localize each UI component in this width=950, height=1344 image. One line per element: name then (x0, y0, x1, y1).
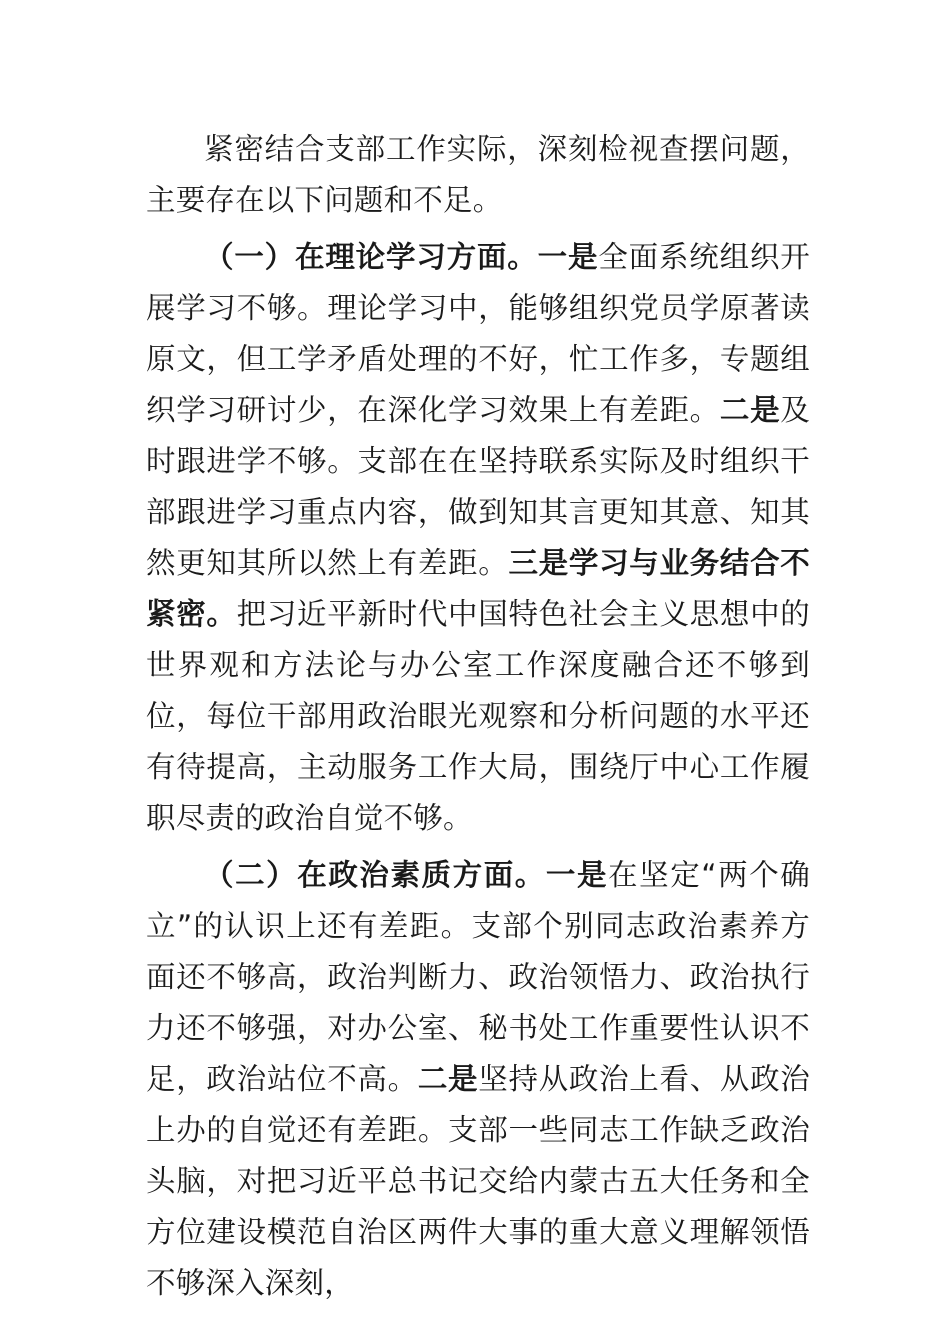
point-marker: 一是 (537, 240, 599, 274)
text-run: 把习近平新时代中国特色社会主义思想中的世界观和方法论与办公室工作深度融合还不够到位，每位干部用政治眼光观察和分析问题的水平还有待提高，主动服务工作大局，围绕厅中心工作履职尽责的政治自觉不够。 (146, 597, 810, 835)
text-run: 紧密结合支部工作实际，深刻检视查摆问题，主要存在以下问题和不足。 (146, 132, 810, 217)
paragraph-theory-study (146, 232, 810, 844)
section-heading: （二）在政治素质方面。 (204, 858, 546, 892)
paragraph-political-quality (146, 850, 810, 1309)
text-run: 全面系统组织开展学习不够。理论学习中，能够组织党员学原著读原文，但工学矛盾处理的不好，忙工作多，专题组织学习研讨少，在深化学习效果上有差距。 (146, 240, 810, 427)
text-run: 坚持从政治上看、从政治上办的自觉还有差距。支部一些同志工作缺乏政治头脑，对把习近平总书记交给内蒙古五大任务和全方位建设模范自治区两件大事的重大意义理解领悟不够深入深刻， (146, 1062, 811, 1300)
point-marker: 一是 (545, 858, 609, 892)
document-page (146, 124, 810, 1309)
section-heading: （一）在理论学习方面。 (204, 240, 538, 274)
paragraph-intro (146, 124, 810, 226)
text-run: 及时跟进学不够。支部在在坚持联系实际及时组织干部跟进学习重点内容，做到知其言更知其意、知其然更知其所以然上有差距。 (146, 393, 810, 580)
point-marker: 三是学习与业务结合不紧密。 (146, 546, 810, 631)
point-marker: 二是 (417, 1062, 479, 1096)
point-marker: 二是 (719, 393, 781, 427)
text-run: 在坚定“两个确立”的认识上还有差距。支部个别同志政治素养方面还不够高，政治判断力、政治领悟力、政治执行力还不够强，对办公室、秘书处工作重要性认识不足，政治站位不高。 (146, 858, 811, 1096)
